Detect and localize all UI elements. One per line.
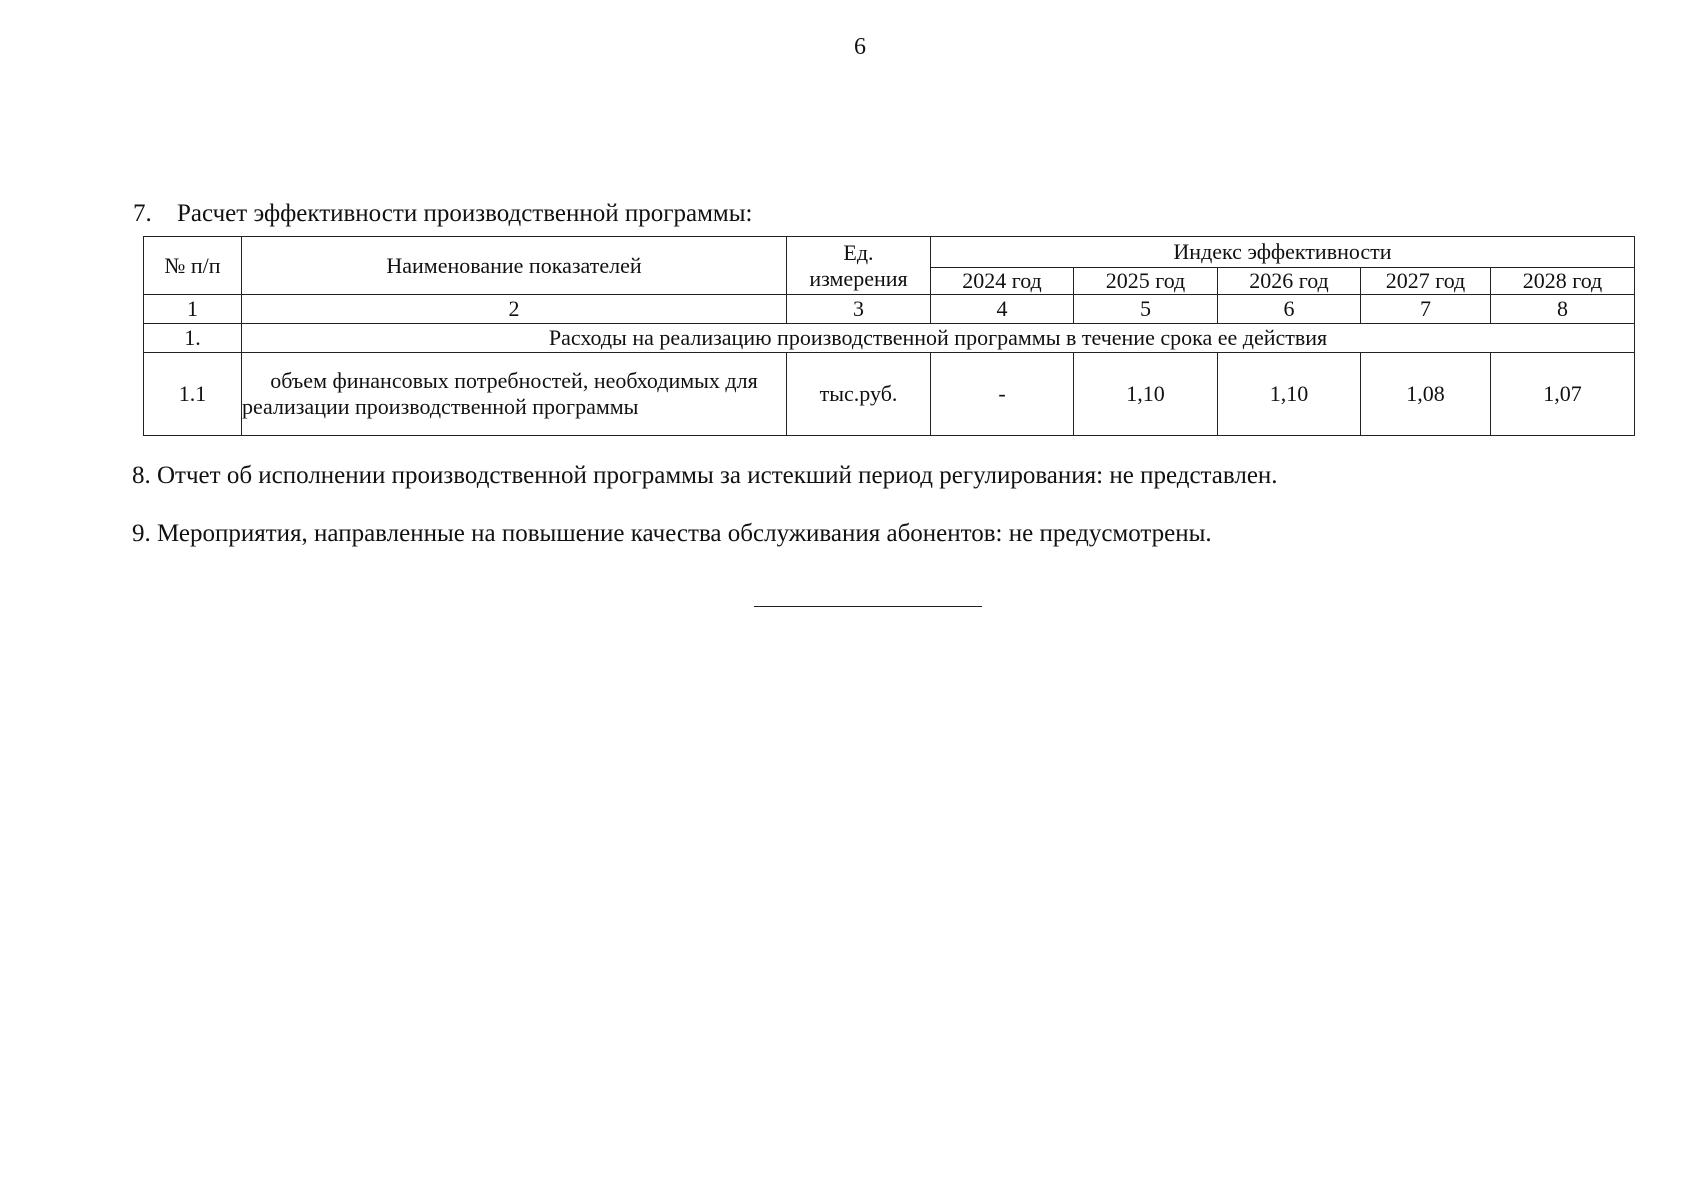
column-number: 6	[1218, 295, 1361, 324]
unit-cell: тыс.руб.	[787, 353, 931, 436]
year-header: 2026 год	[1218, 268, 1361, 295]
section-7-heading	[133, 200, 753, 228]
col-unit-header-line1: Ед.	[843, 239, 874, 265]
year-header: 2025 год	[1074, 268, 1218, 295]
efficiency-table	[143, 236, 1635, 436]
column-number: 2	[242, 295, 787, 324]
column-number-row	[144, 295, 1635, 324]
year-header: 2027 год	[1361, 268, 1491, 295]
col-name-header: Наименование показателей	[242, 237, 787, 295]
paragraph-8: 8. Отчет об исполнении производственной программы за истекший период регулирования: не представлен.	[132, 462, 1278, 489]
paragraph-9: 9. Мероприятия, направленные на повышение качества обслуживания абонентов: не предусмотрены.	[132, 520, 1212, 547]
column-number: 7	[1361, 295, 1491, 324]
column-number: 8	[1491, 295, 1635, 324]
value-2025: 1,10	[1074, 353, 1218, 436]
year-header: 2028 год	[1491, 268, 1635, 295]
page-number: 6	[854, 34, 866, 60]
column-number: 5	[1074, 295, 1218, 324]
section-7-number: 7.	[133, 200, 152, 227]
section-row-title: Расходы на реализацию производственной программы в течение срока ее действия	[242, 324, 1635, 353]
index-group-header: Индекс эффективности	[931, 237, 1635, 268]
section-7-title: Расчет эффективности производственной программы:	[177, 200, 753, 227]
col-no-header: № п/п	[144, 237, 242, 295]
column-number: 3	[787, 295, 931, 324]
year-header: 2024 год	[931, 268, 1074, 295]
value-2026: 1,10	[1218, 353, 1361, 436]
indicator-name: объем финансовых потребностей, необходимых для реализации производственной программы	[242, 353, 787, 436]
table-section-row	[144, 324, 1635, 353]
col-unit-header	[787, 237, 931, 295]
value-2028: 1,07	[1491, 353, 1635, 436]
column-number: 1	[144, 295, 242, 324]
value-2027: 1,08	[1361, 353, 1491, 436]
table-row	[144, 353, 1635, 436]
end-rule	[754, 606, 982, 607]
section-row-number: 1.	[144, 324, 242, 353]
column-number: 4	[931, 295, 1074, 324]
row-number: 1.1	[144, 353, 242, 436]
col-unit-header-line2: измерения	[809, 265, 908, 291]
table-header-row	[144, 237, 1635, 268]
value-2024: -	[931, 353, 1074, 436]
